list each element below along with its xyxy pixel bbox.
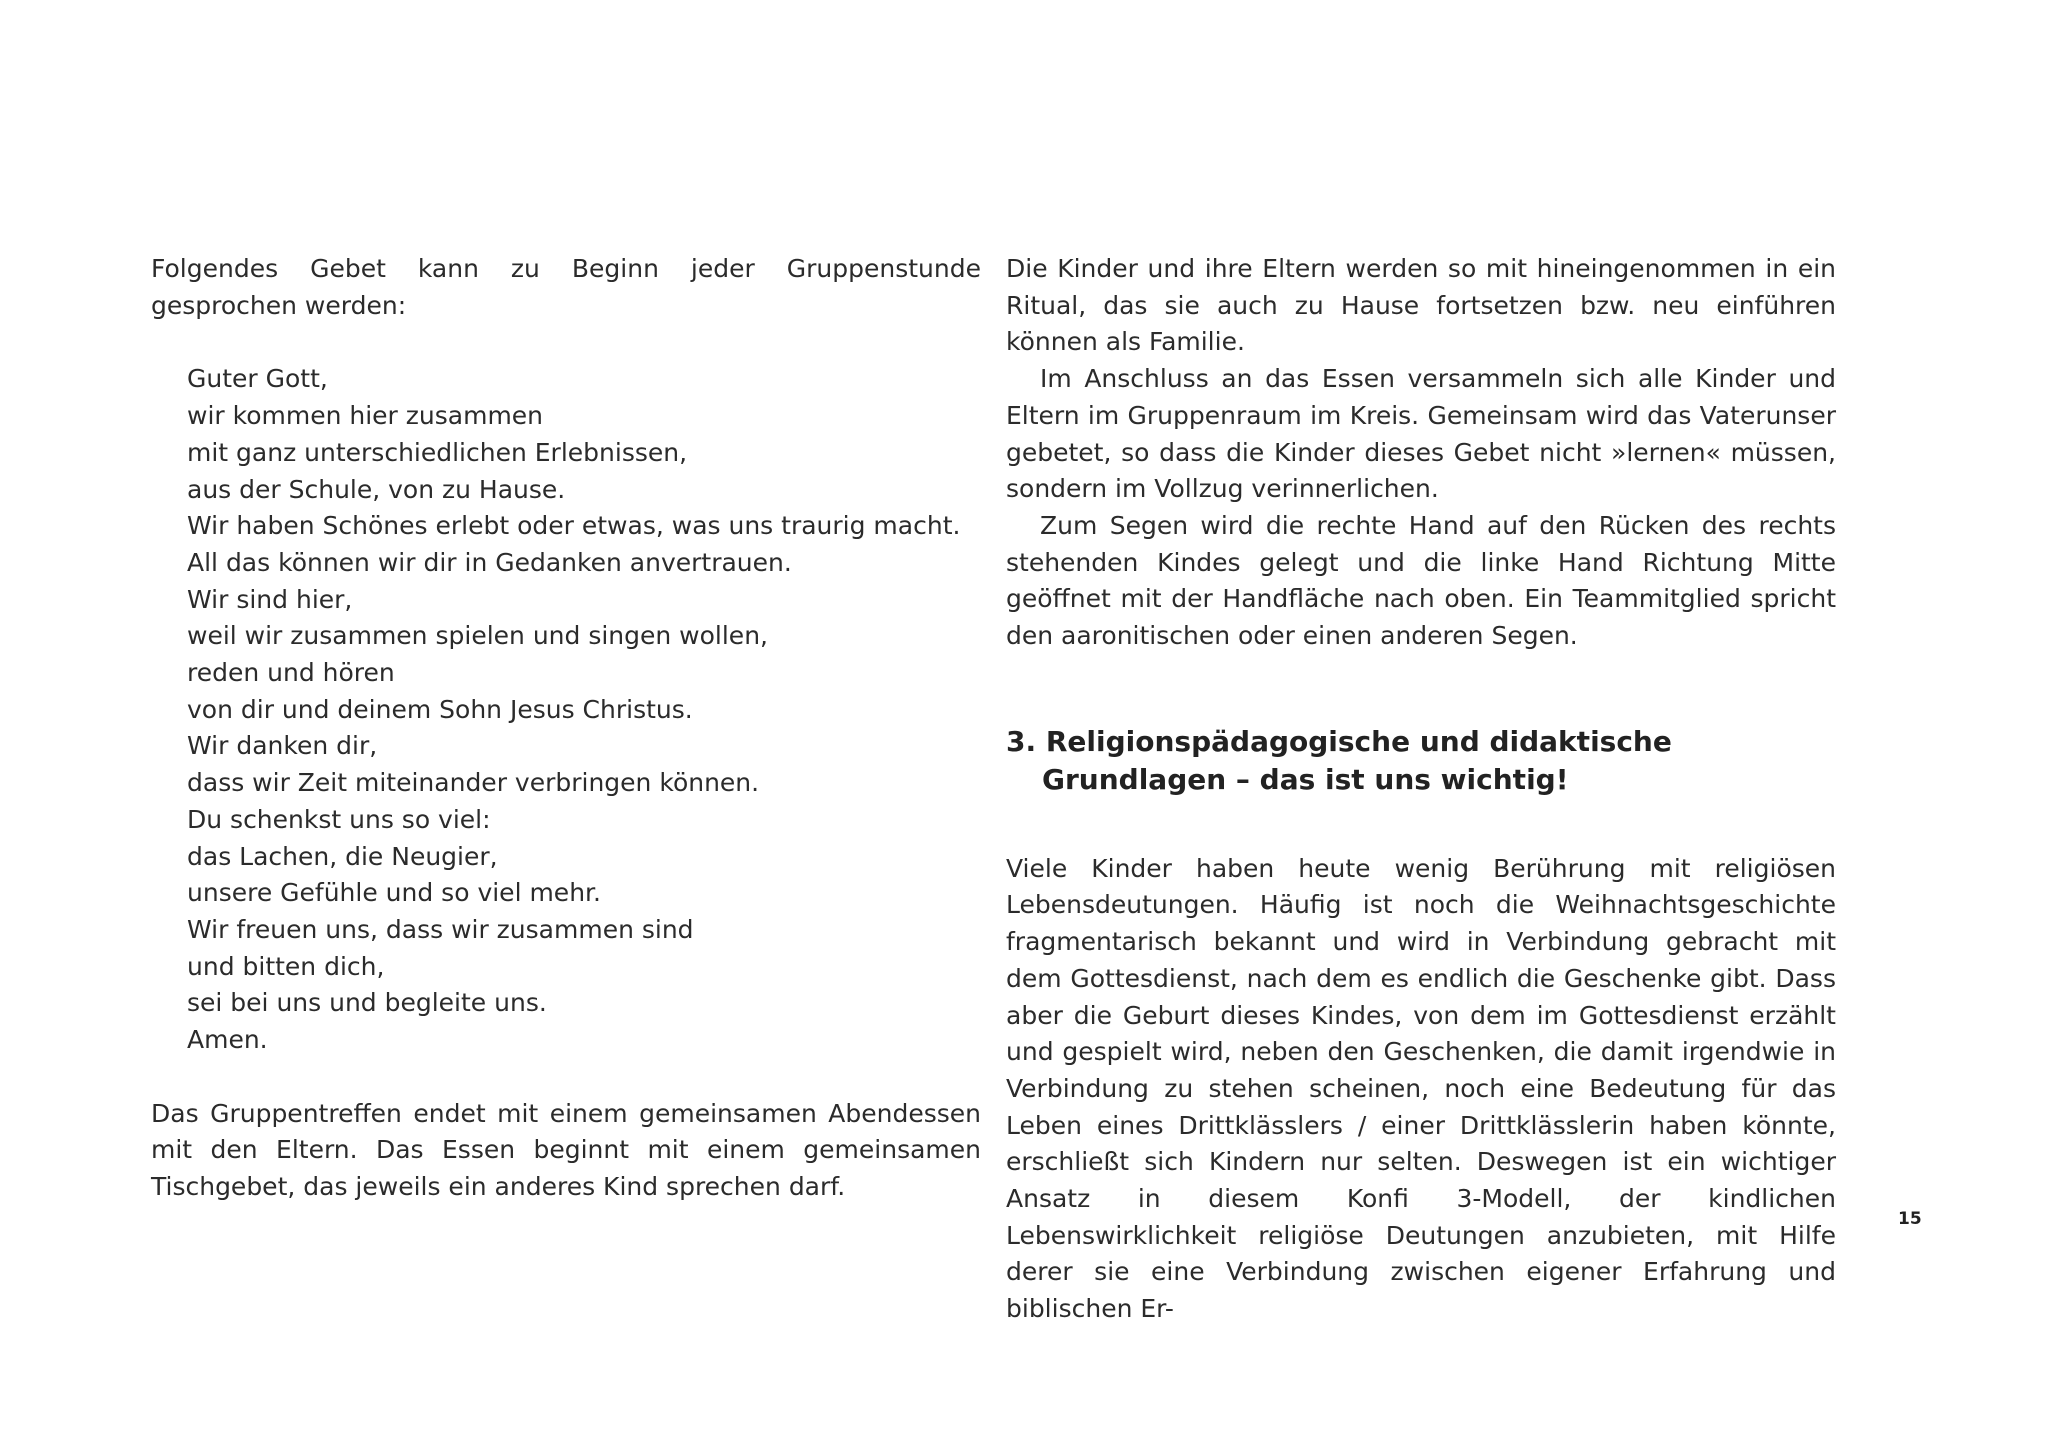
prayer-line: Du schenkst uns so viel: <box>187 804 491 834</box>
prayer-line: All das können wir dir in Gedanken anvertrauen. <box>187 547 792 577</box>
page-number: 15 <box>1898 1209 1922 1229</box>
prayer-line: unsere Gefühle und so viel mehr. <box>187 878 601 908</box>
intro-paragraph: Folgendes Gebet kann zu Beginn jeder Gruppenstunde gesprochen werden: <box>151 254 981 320</box>
right-column <box>1006 251 1836 1328</box>
prayer-line: Wir danken dir, <box>187 731 378 761</box>
prayer-line: Wir freuen uns, dass wir zusammen sind <box>187 914 694 944</box>
prayer-line: sei bei uns und begleite uns. <box>187 988 547 1018</box>
prayer-line: das Lachen, die Neugier, <box>187 841 498 871</box>
prayer-line: und bitten dich, <box>187 951 385 981</box>
prayer-line: wir kommen hier zusammen <box>187 401 544 431</box>
segen-paragraph: Zum Segen wird die rechte Hand auf den Rücken des rechts stehenden Kindes gelegt und die linke Hand Richtung Mitte geöffnet mit der Handfläche nach oben. Ein Teammitglied spricht den aaronitischen oder einen anderen Segen. <box>1006 510 1836 651</box>
prayer-line: von dir und deinem Sohn Jesus Christus. <box>187 694 693 724</box>
section-heading: 3. Religionspädagogische und didaktische Grundlagen – das ist uns wichtig! <box>1006 724 1672 796</box>
ritual-paragraph: Die Kinder und ihre Eltern werden so mit hineingenommen in ein Ritual, das sie auch zu Hause fortsetzen bzw. neu einführen können als Familie. <box>1006 254 1836 357</box>
prayer-line: reden und hören <box>187 658 395 688</box>
prayer-line: aus der Schule, von zu Hause. <box>187 474 566 504</box>
prayer-line: dass wir Zeit miteinander verbringen können. <box>187 768 760 798</box>
prayer-line: Amen. <box>187 1025 268 1055</box>
prayer-line: Wir sind hier, <box>187 584 353 614</box>
vaterunser-paragraph: Im Anschluss an das Essen versammeln sich alle Kinder und Eltern im Gruppenraum im Kreis. Gemeinsam wird das Vaterunser gebetet, so dass die Kinder dieses Gebet nicht »lernen« müssen, sondern im Vollzug verinnerlichen. <box>1006 364 1836 504</box>
prayer-line: Guter Gott, <box>187 364 328 394</box>
prayer-block <box>187 361 981 1058</box>
closing-paragraph: Das Gruppentreffen endet mit einem gemeinsamen Abendessen mit den Eltern. Das Essen beginnt mit einem gemeinsamen Tischgebet, das jeweils ein anderes Kind sprechen darf. <box>151 1098 981 1202</box>
section-body-paragraph: Viele Kinder haben heute wenig Berührung mit religiösen Lebensdeutungen. Häufig ist noch die Weihnachtsgeschichte fragmentarisch bekannt und wird in Verbindung gebracht mit dem Gottesdienst, nach dem es endlich die Geschenke gibt. Dass aber die Geburt dieses Kindes, von dem im Gottesdienst erzählt und gespielt wird, neben den Geschenken, die damit irgendwie in Verbindung zu stehen scheinen, noch eine Bedeutung für das Leben eines Drittklässlers / einer Drittklässlerin haben könnte, erschließt sich Kindern nur selten. Deswegen ist ein wichtiger Ansatz in diesem Konfi 3-Modell, der kindlichen Lebenswirklichkeit religiöse Deutungen anzubieten, mit Hilfe derer sie eine Verbindung zwischen eigener Erfahrung und biblischen Er- <box>1006 853 1836 1324</box>
prayer-line: mit ganz unterschiedlichen Erlebnissen, <box>187 437 688 467</box>
prayer-line: weil wir zusammen spielen und singen wollen, <box>187 621 768 651</box>
prayer-line: Wir haben Schönes erlebt oder etwas, was uns traurig macht. <box>187 511 961 541</box>
left-column <box>151 251 981 1206</box>
